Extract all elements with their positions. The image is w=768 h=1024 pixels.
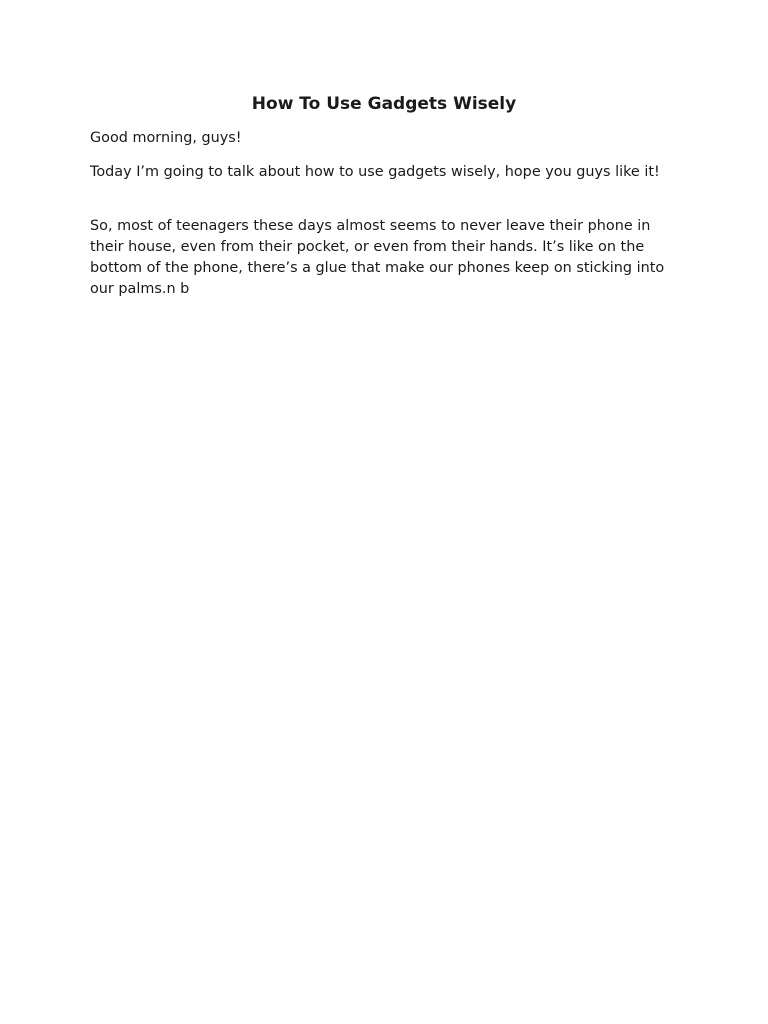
paragraph-greeting: Good morning, guys!	[90, 130, 242, 146]
document-title: How To Use Gadgets Wisely	[251, 94, 517, 114]
paragraph-intro: Today I’m going to talk about how to use gadgets wisely, hope you guys like it!	[90, 164, 660, 180]
paragraph-body: So, most of teenagers these days almost seems to never leave their phone in their house, even from their pocket, or even from their hands. It’s like on the bottom of the phone, there’s a glue that make our phones keep on sticking into our palms.n b	[90, 218, 665, 297]
